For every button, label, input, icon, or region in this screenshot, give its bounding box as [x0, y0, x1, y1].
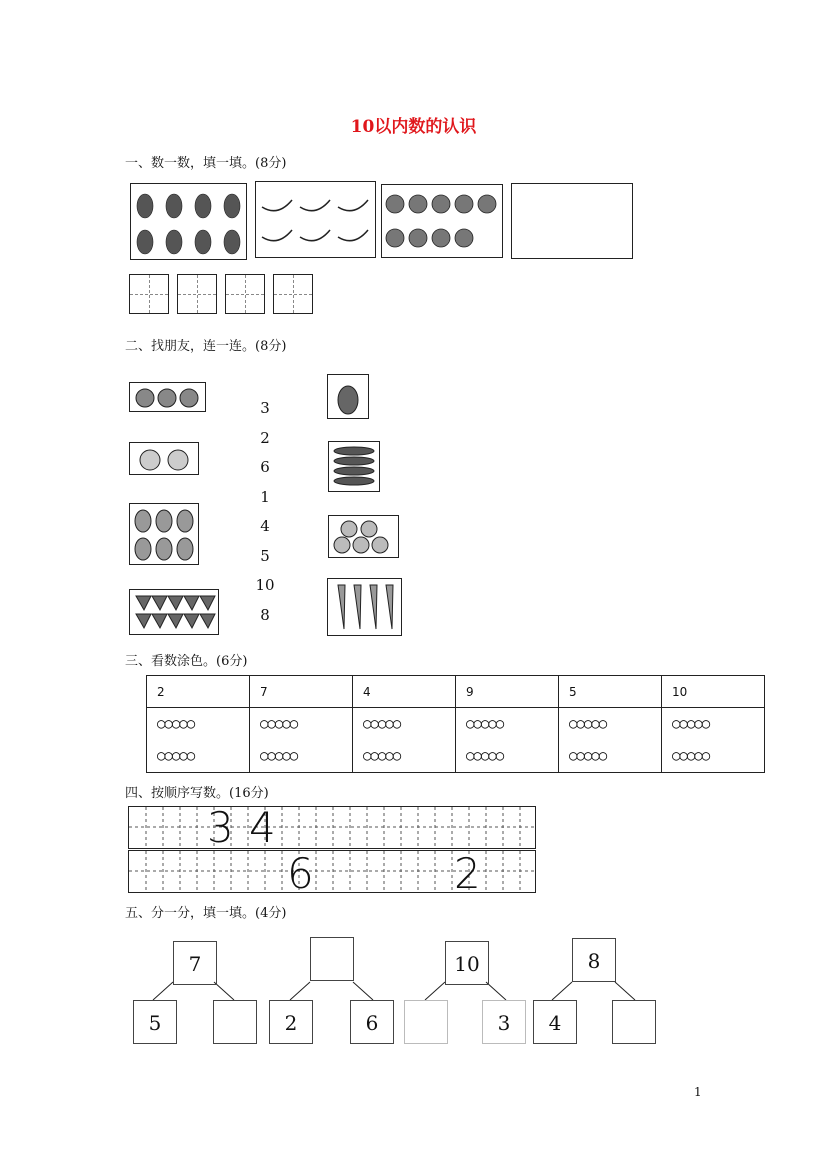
written-digit: 2	[454, 849, 481, 898]
circle-row[interactable]: ○○○○○	[157, 748, 195, 764]
color-number: 7	[250, 676, 353, 708]
tree-top-box[interactable]: 7	[173, 941, 217, 985]
circle-row[interactable]: ○○○○○	[363, 748, 401, 764]
section-2-heading: 二、找朋友，连一连。(8分)	[125, 339, 287, 354]
section-5-heading: 五、分一分，填一填。(4分)	[125, 906, 287, 921]
circle-row[interactable]: ○○○○○	[466, 716, 504, 732]
tree-top-box[interactable]	[310, 937, 354, 981]
tree-right-box[interactable]: 6	[350, 1000, 394, 1044]
written-digit: 6	[287, 849, 314, 898]
circle-row[interactable]: ○○○○○	[672, 748, 710, 764]
section-1-heading: 一、数一数，填一填。(8分)	[125, 156, 287, 171]
circle-row[interactable]: ○○○○○	[569, 748, 607, 764]
tree-left-box[interactable]: 4	[533, 1000, 577, 1044]
color-number: 10	[662, 676, 765, 708]
match-number[interactable]: 5	[260, 547, 270, 565]
circle-row[interactable]: ○○○○○	[157, 716, 195, 732]
color-number: 9	[456, 676, 559, 708]
tree-right-box[interactable]	[213, 1000, 257, 1044]
match-number[interactable]: 8	[260, 606, 270, 624]
tree-left-box[interactable]: 2	[269, 1000, 313, 1044]
tree-right-box[interactable]	[612, 1000, 656, 1044]
tree-left-box[interactable]	[404, 1000, 448, 1044]
tree-top-box[interactable]: 8	[572, 938, 616, 982]
match-number[interactable]: 3	[260, 399, 270, 417]
page-title: 10以内数的认识	[350, 117, 477, 137]
color-number: 4	[353, 676, 456, 708]
color-number: 2	[147, 676, 250, 708]
match-number[interactable]: 6	[260, 458, 270, 476]
section-4-heading: 四、按顺序写数。(16分)	[125, 786, 269, 801]
section-3-heading: 三、看数涂色。(6分)	[125, 654, 248, 669]
circle-row[interactable]: ○○○○○	[260, 748, 298, 764]
circle-row[interactable]: ○○○○○	[363, 716, 401, 732]
circle-row[interactable]: ○○○○○	[466, 748, 504, 764]
match-number[interactable]: 4	[260, 517, 270, 535]
circle-row[interactable]: ○○○○○	[672, 716, 710, 732]
written-digit: 3	[207, 803, 234, 852]
tree-right-box[interactable]: 3	[482, 1000, 526, 1044]
tree-left-box[interactable]: 5	[133, 1000, 177, 1044]
match-number[interactable]: 2	[260, 429, 270, 447]
tree-top-box[interactable]: 10	[445, 941, 489, 985]
written-digit: 4	[249, 803, 276, 852]
color-number: 5	[559, 676, 662, 708]
page-number: 1	[694, 1085, 702, 1099]
match-number[interactable]: 1	[260, 488, 270, 506]
match-number[interactable]: 10	[255, 576, 275, 594]
circle-row[interactable]: ○○○○○	[569, 716, 607, 732]
circle-row[interactable]: ○○○○○	[260, 716, 298, 732]
